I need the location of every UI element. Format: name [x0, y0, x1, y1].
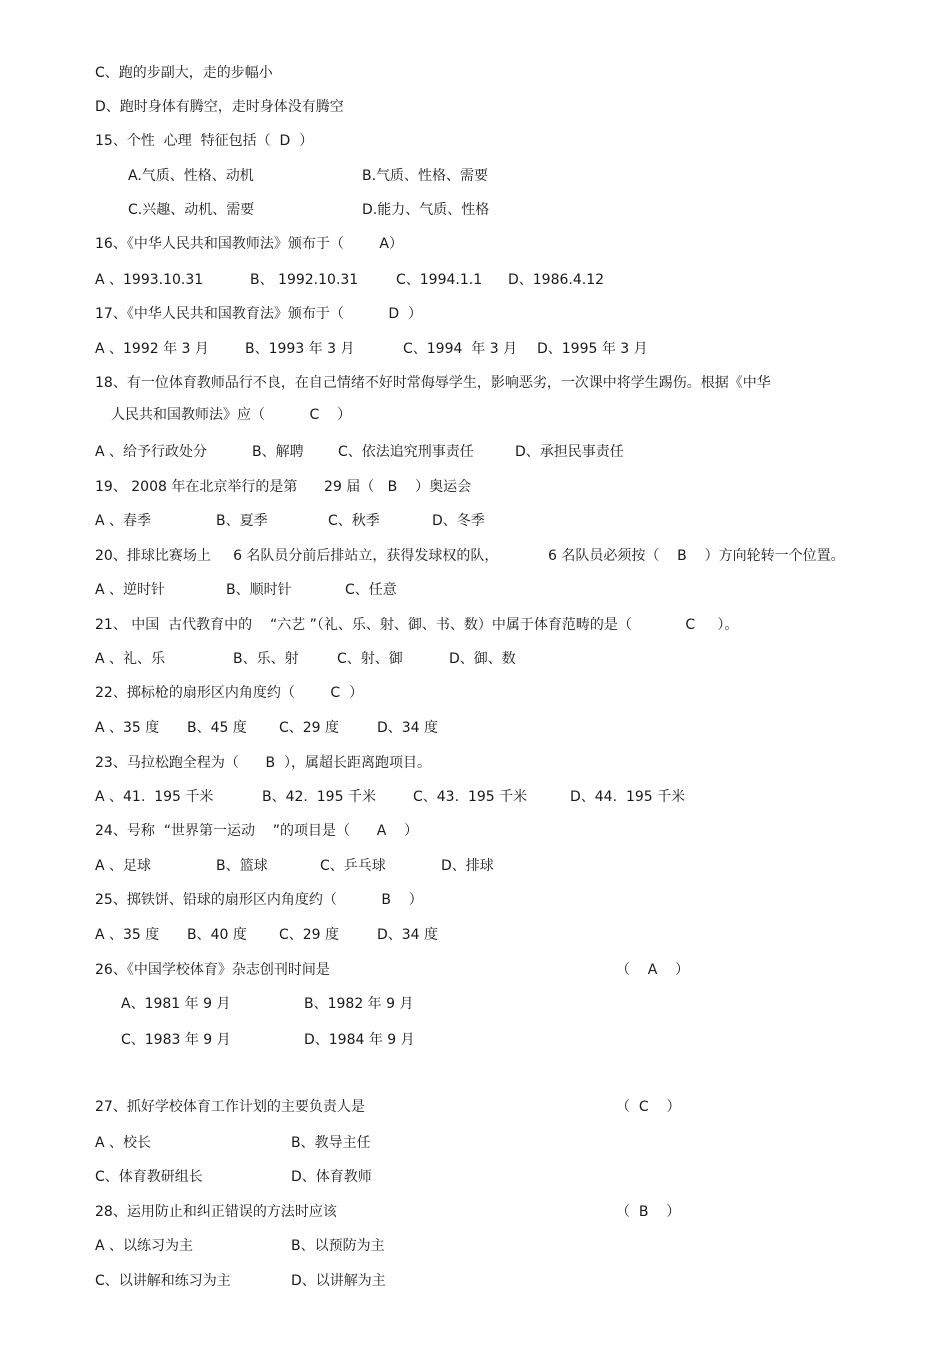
- q15-option-c: C.兴趣、动机、需要: [128, 202, 255, 218]
- question-16: 16、《中华人民共和国教师法》颁布于（ A）: [95, 236, 403, 252]
- q27-option-c: C、体育教研组长: [95, 1169, 203, 1185]
- q28-option-c: C、以讲解和练习为主: [95, 1273, 231, 1289]
- q23-option-a: A 、41. 195 千米: [95, 789, 214, 805]
- q27-answer: （ C ）: [616, 1099, 681, 1115]
- q17-option-a: A 、1992 年 3 月: [95, 341, 209, 357]
- question-19: 19、 2008 年在北京举行的是第 29 届（ B ）奥运会: [95, 479, 472, 495]
- q20-option-b: B、顺时针: [226, 582, 292, 598]
- q25-option-d: D、34 度: [377, 927, 439, 943]
- q25-option-c: C、29 度: [279, 927, 340, 943]
- option-d-line: D、跑时身体有腾空，走时身体没有腾空: [95, 99, 344, 115]
- option-c-line: C、跑的步副大，走的步幅小: [95, 65, 273, 81]
- q28-option-a: A 、以练习为主: [95, 1238, 194, 1254]
- q24-option-b: B、篮球: [216, 858, 268, 874]
- q24-option-d: D、排球: [441, 858, 494, 874]
- q18-option-c: C、依法追究刑事责任: [338, 444, 474, 460]
- q15-option-b: B.气质、性格、需要: [362, 168, 489, 184]
- question-18-cont: 人民共和国教师法》应（ C ）: [111, 407, 352, 423]
- q22-option-c: C、29 度: [279, 720, 340, 736]
- q17-option-d: D、1995 年 3 月: [537, 341, 648, 357]
- question-20: 20、排球比赛场上 6 名队员分前后排站立，获得发球权的队，: [95, 548, 499, 564]
- q23-option-c: C、43. 195 千米: [413, 789, 528, 805]
- question-28: 28、运用防止和纠正错误的方法时应该: [95, 1204, 337, 1220]
- q27-option-a: A 、校长: [95, 1135, 152, 1151]
- q16-option-a: A 、1993.10.31: [95, 272, 204, 288]
- question-23: 23、马拉松跑全程为（ B ），属超长距离跑项目。: [95, 755, 432, 771]
- q20-option-a: A 、逆时针: [95, 582, 166, 598]
- q25-option-a: A 、35 度: [95, 927, 160, 943]
- question-22: 22、掷标枪的扇形区内角度约（ C ）: [95, 685, 364, 701]
- q21-option-a: A 、礼、乐: [95, 651, 166, 667]
- q23-option-d: D、44. 195 千米: [570, 789, 686, 805]
- q22-option-a: A 、35 度: [95, 720, 160, 736]
- q15-option-a: A.气质、性格、动机: [128, 168, 254, 184]
- question-25: 25、掷铁饼、铅球的扇形区内角度约（ B ）: [95, 892, 423, 908]
- q19-option-a: A 、春季: [95, 513, 152, 529]
- question-26: 26、《中国学校体育》杂志创刊时间是: [95, 962, 330, 978]
- q27-option-d: D、体育教师: [291, 1169, 372, 1185]
- q22-option-d: D、34 度: [377, 720, 439, 736]
- q23-option-b: B、42. 195 千米: [262, 789, 376, 805]
- q18-option-d: D、承担民事责任: [515, 444, 624, 460]
- q21-option-b: B、乐、射: [233, 651, 299, 667]
- q17-option-c: C、1994 年 3 月: [403, 341, 518, 357]
- q25-option-b: B、40 度: [187, 927, 247, 943]
- q27-option-b: B、教导主任: [291, 1135, 371, 1151]
- q26-option-b: B、1982 年 9 月: [304, 996, 414, 1012]
- question-20-cont: 6 名队员必须按（ B ）方向轮转一个位置。: [548, 548, 845, 564]
- question-17: 17、《中华人民共和国教育法》颁布于（ D ）: [95, 306, 422, 322]
- q26-option-c: C、1983 年 9 月: [121, 1032, 231, 1048]
- q19-option-b: B、夏季: [216, 513, 268, 529]
- q26-answer: （ A ）: [616, 962, 690, 978]
- question-21: 21、 中国 古代教育中的 “六艺 ”（礼、乐、射、御、书、数）中属于体育范畴的是（ C ）。: [95, 617, 739, 633]
- question-18: 18、有一位体育教师品行不良，在自己情绪不好时常侮辱学生，影响恶劣，一次课中将学生踢伤。根据《中华: [95, 375, 771, 391]
- q18-option-b: B、解聘: [252, 444, 304, 460]
- q21-option-d: D、御、数: [449, 651, 516, 667]
- q28-option-b: B、以预防为主: [291, 1238, 385, 1254]
- q26-option-a: A、1981 年 9 月: [121, 996, 231, 1012]
- q16-option-d: D、1986.4.12: [508, 272, 605, 288]
- q28-answer: （ B ）: [616, 1204, 681, 1220]
- q18-option-a: A 、给予行政处分: [95, 444, 208, 460]
- q21-option-c: C、射、御: [337, 651, 403, 667]
- question-24: 24、号称 “世界第一运动 ”的项目是（ A ）: [95, 823, 419, 839]
- q16-option-c: C、1994.1.1: [396, 272, 483, 288]
- q16-option-b: B、 1992.10.31: [250, 272, 359, 288]
- q19-option-c: C、秋季: [328, 513, 380, 529]
- q24-option-a: A 、足球: [95, 858, 152, 874]
- q26-option-d: D、1984 年 9 月: [304, 1032, 415, 1048]
- question-27: 27、抓好学校体育工作计划的主要负责人是: [95, 1099, 365, 1115]
- q24-option-c: C、乒乓球: [320, 858, 386, 874]
- q15-option-d: D.能力、气质、性格: [362, 202, 490, 218]
- q20-option-c: C、任意: [345, 582, 397, 598]
- q22-option-b: B、45 度: [187, 720, 247, 736]
- q17-option-b: B、1993 年 3 月: [245, 341, 355, 357]
- q19-option-d: D、冬季: [432, 513, 485, 529]
- question-15: 15、个性 心理 特征包括（ D ）: [95, 133, 314, 149]
- q28-option-d: D、以讲解为主: [291, 1273, 386, 1289]
